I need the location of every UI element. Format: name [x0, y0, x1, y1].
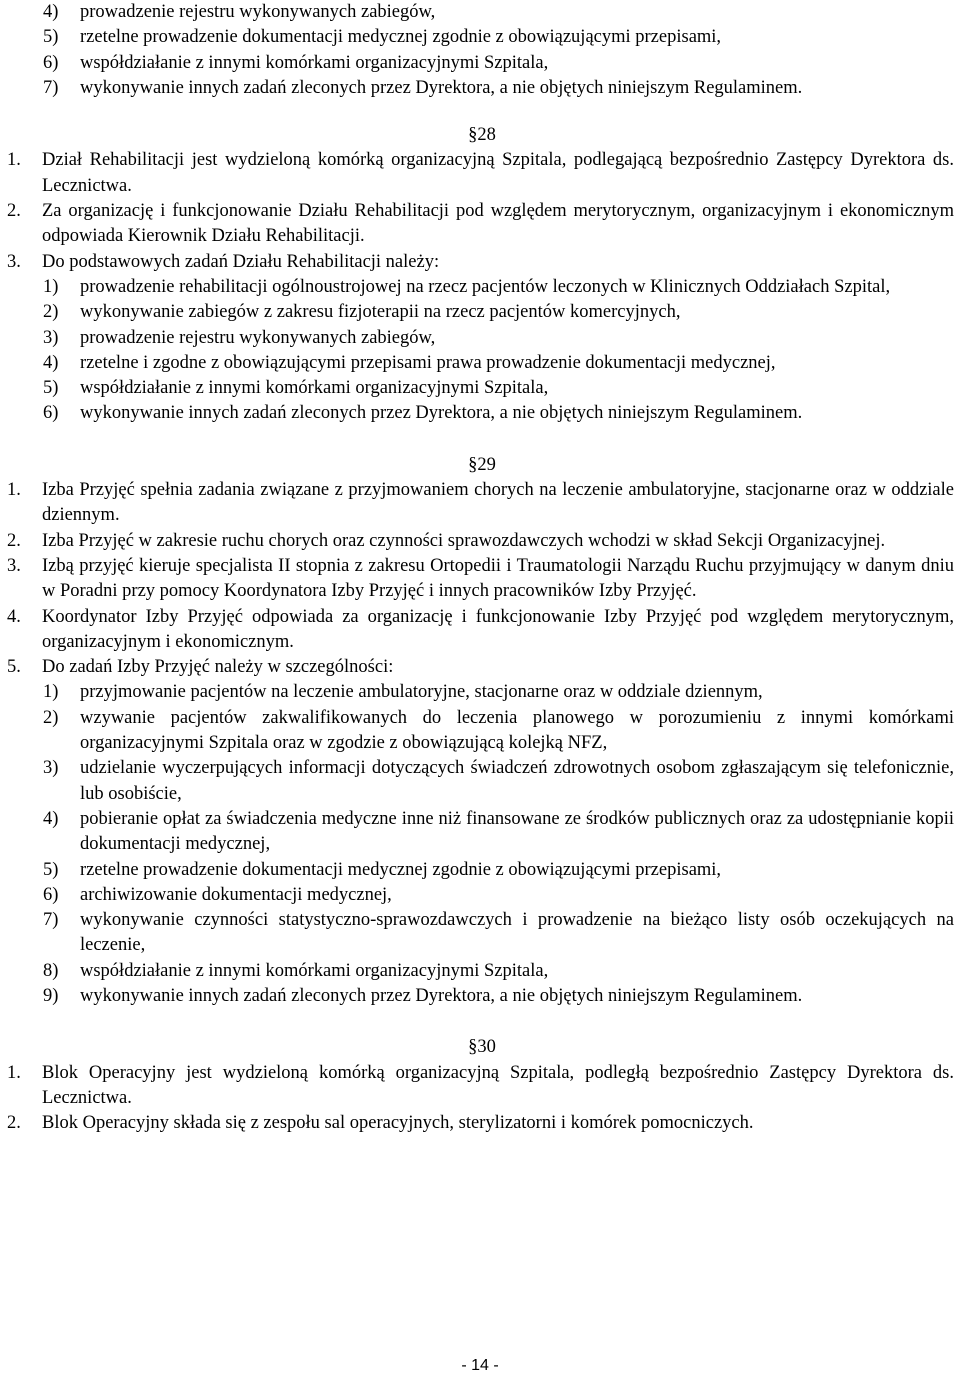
paragraph-text: Dział Rehabilitacji jest wydzieloną komórką organizacyjną Szpitala, podlegającą bezpośrednio Zastępcy Dyrektora ds. Lecznictwa. [42, 150, 954, 196]
paragraph-number: 2. [7, 1113, 21, 1134]
item-number: 2) [43, 707, 59, 728]
paragraph-text: Blok Operacyjny składa się z zespołu sal operacyjnych, sterylizatorni i komórek pomocniczych. [42, 1113, 754, 1134]
paragraph-text: Za organizację i funkcjonowanie Działu Rehabilitacji pod względem merytorycznym, organizacyjnym i ekonomicznym odpowiada Kierownik Działu Rehabilitacji. [42, 201, 954, 247]
item-number: 4) [43, 352, 59, 373]
paragraph-text: Izbą przyjęć kieruje specjalista II stopnia z zakresu Ortopedii i Traumatologii Narządu Ruchu przyjmujący w danym dniu w Poradni przy pomocy Koordynatora Izby Przyjęć i innych pracowników Izby Przyjęć. [42, 555, 954, 602]
paragraph [4, 655, 954, 680]
section-29 [4, 453, 954, 1010]
paragraph-number: 2. [7, 530, 21, 551]
item-text: pobieranie opłat za świadczenia medyczne inne niż finansowane ze środków publicznych oraz za udostępnianie kopii dokumentacji medycznej, [80, 808, 954, 855]
list-item [4, 300, 954, 325]
item-text: udzielanie wyczerpujących informacji dotyczących świadczeń zdrowotnych osobom zgłaszającym się telefonicznie, lub osobiście, [80, 758, 954, 804]
item-text: wykonywanie innych zadań zleconych przez Dyrektora, a nie objętych niniejszym Regulaminem. [80, 985, 803, 1006]
paragraph-number: 4. [7, 606, 21, 627]
item-text: współdziałanie z innymi komórkami organizacyjnymi Szpitala, [80, 378, 549, 399]
paragraph-number: 1. [7, 1062, 21, 1083]
item-number: 7) [43, 77, 59, 98]
item-text: rzetelne i zgodne z obowiązującymi przepisami prawa prowadzenie dokumentacji medycznej, [80, 352, 776, 373]
list-item [4, 76, 954, 101]
list-item [4, 51, 954, 76]
item-number: 5) [43, 27, 59, 48]
section-heading: §28 [468, 125, 496, 146]
section-heading: §30 [468, 1037, 496, 1058]
paragraph [4, 250, 954, 275]
item-number: 6) [43, 403, 59, 424]
paragraph [4, 605, 954, 656]
item-text: wzywanie pacjentów zakwalifikowanych do leczenia planowego w porozumieniu z innymi komórkami organizacyjnymi Szpitala oraz w zgodzie z obowiązującą kolejką NFZ, [80, 707, 954, 754]
list-item [4, 807, 954, 858]
paragraph [4, 199, 954, 250]
page-number: - 14 - [461, 1357, 499, 1374]
list-item [4, 883, 954, 908]
paragraph-number: 1. [7, 480, 21, 501]
section-28 [4, 123, 954, 427]
list-item [4, 401, 954, 426]
paragraph-text: Koordynator Izby Przyjęć odpowiada za organizację i funkcjonowanie Izby Przyjęć pod względem merytorycznym, organizacyjnym i ekonomicznym. [42, 606, 954, 652]
item-text: rzetelne prowadzenie dokumentacji medycznej zgodnie z obowiązującymi przepisami, [80, 859, 722, 880]
list-item [4, 706, 954, 757]
item-number: 2) [43, 302, 59, 323]
item-number: 1) [43, 682, 59, 703]
item-number: 5) [43, 859, 59, 880]
paragraph-text: Izba Przyjęć w zakresie ruchu chorych oraz czynności sprawozdawczych wchodzi w skład Sekcji Organizacyjnej. [42, 530, 886, 551]
paragraph-text: Do podstawowych zadań Działu Rehabilitacji należy: [42, 251, 440, 272]
list-item [4, 351, 954, 376]
paragraph-text: Do zadań Izby Przyjęć należy w szczególności: [42, 657, 394, 678]
item-text: wykonywanie innych zadań zleconych przez Dyrektora, a nie objętych niniejszym Regulaminem. [80, 403, 803, 424]
item-number: 3) [43, 327, 59, 348]
paragraph [4, 1061, 954, 1112]
paragraph-number: 3. [7, 555, 21, 576]
item-text: wykonywanie innych zadań zleconych przez Dyrektora, a nie objętych niniejszym Regulaminem. [80, 77, 803, 98]
item-number: 1) [43, 276, 59, 297]
item-number: 4) [43, 2, 59, 22]
item-text: archiwizowanie dokumentacji medycznej, [80, 884, 392, 905]
item-text: współdziałanie z innymi komórkami organizacyjnymi Szpitala, [80, 960, 549, 981]
item-text: prowadzenie rehabilitacji ogólnoustrojowej na rzecz pacjentów leczonych w Klinicznych Oddziałach Szpital, [80, 276, 891, 297]
paragraph [4, 148, 954, 199]
item-number: 7) [43, 910, 59, 931]
list-item [4, 25, 954, 50]
item-number: 6) [43, 52, 59, 73]
list-item [4, 756, 954, 807]
item-text: prowadzenie rejestru wykonywanych zabiegów, [80, 327, 436, 348]
paragraph [4, 529, 954, 554]
item-text: wykonywanie zabiegów z zakresu fizjoterapii na rzecz pacjentów komercyjnych, [80, 302, 681, 323]
item-number: 4) [43, 808, 59, 829]
paragraph [4, 554, 954, 605]
item-number: 6) [43, 884, 59, 905]
paragraph-text: Blok Operacyjny jest wydzieloną komórką organizacyjną Szpitala, podległą bezpośrednio Zastępcy Dyrektora ds. Lecznictwa. [42, 1062, 954, 1108]
item-number: 5) [43, 378, 59, 399]
list-item [4, 376, 954, 401]
list-item [4, 959, 954, 984]
list-item [4, 326, 954, 351]
item-text: wykonywanie czynności statystyczno-sprawozdawczych i prowadzenie na bieżąco listy osób oczekujących na leczenie, [80, 910, 954, 956]
item-text: rzetelne prowadzenie dokumentacji medycznej zgodnie z obowiązującymi przepisami, [80, 27, 722, 48]
item-number: 9) [43, 985, 59, 1006]
paragraph-number: 2. [7, 201, 21, 222]
section-30 [4, 1035, 954, 1136]
list-item [4, 908, 954, 959]
continued-list [4, 0, 954, 101]
item-number: 3) [43, 758, 59, 779]
item-number: 8) [43, 960, 59, 981]
list-item [4, 680, 954, 705]
section-heading: §29 [468, 454, 496, 475]
list-item [4, 858, 954, 883]
item-text: prowadzenie rejestru wykonywanych zabiegów, [80, 2, 436, 22]
list-item [4, 275, 954, 300]
paragraph [4, 478, 954, 529]
list-item [4, 0, 954, 25]
list-item [4, 984, 954, 1009]
paragraph-number: 1. [7, 150, 21, 171]
paragraph [4, 1111, 954, 1136]
item-text: współdziałanie z innymi komórkami organizacyjnymi Szpitala, [80, 52, 549, 73]
paragraph-text: Izba Przyjęć spełnia zadania związane z przyjmowaniem chorych na leczenie ambulatoryjne, stacjonarne oraz w oddziale dziennym. [42, 480, 954, 526]
paragraph-number: 5. [7, 657, 21, 678]
item-text: przyjmowanie pacjentów na leczenie ambulatoryjne, stacjonarne oraz w oddziale dziennym, [80, 682, 763, 703]
paragraph-number: 3. [7, 251, 21, 272]
